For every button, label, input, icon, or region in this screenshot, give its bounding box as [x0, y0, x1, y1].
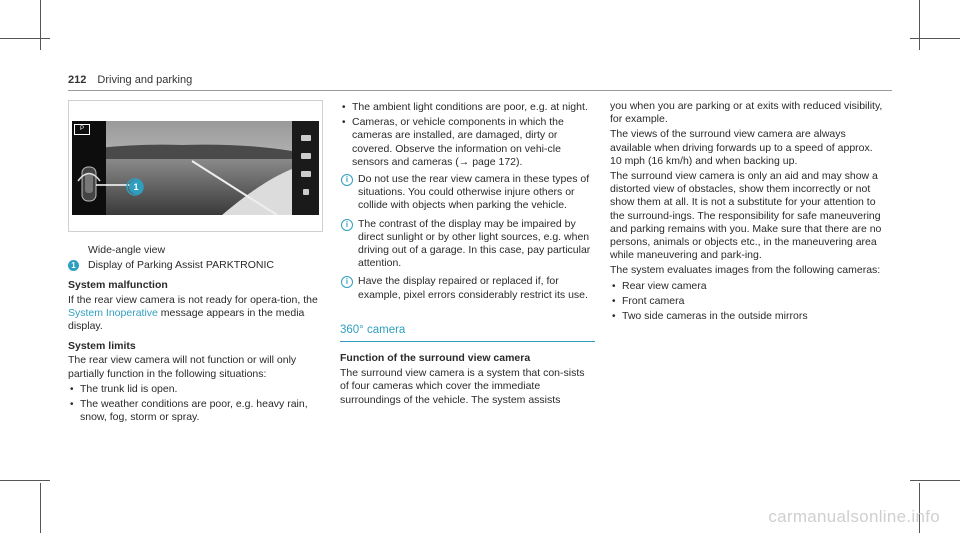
- info-icon: i: [341, 219, 353, 231]
- limits-list-continued: [340, 101, 595, 169]
- column-1: [68, 100, 323, 427]
- camera-display: [72, 121, 319, 215]
- page-header: [68, 74, 192, 86]
- legend-number: 1: [68, 260, 79, 271]
- paragraph: you when you are parking or at exits with reduced visibility, for example.: [610, 100, 883, 126]
- settings-icon: [303, 189, 309, 195]
- note: [340, 275, 595, 301]
- limits-list: [68, 383, 323, 425]
- callout-1: 1: [129, 180, 143, 194]
- crop-mark: [910, 480, 960, 481]
- list-item: • Two side cameras in the outside mirrors: [610, 310, 885, 323]
- paragraph: The system evaluates images from the following cameras:: [610, 264, 881, 277]
- function-heading: Function of the surround view camera: [340, 352, 531, 365]
- crop-mark: [40, 483, 41, 533]
- note-text: Do not use the rear view camera in these types of situations. You could otherwise injure others or collide with objects when parking the vehicle.: [358, 173, 590, 212]
- info-icon: i: [341, 174, 353, 186]
- camera-view-image: [72, 121, 292, 215]
- paragraph: The surround view camera is only an aid and may show a distorted view of obstacles, show them incorrectly or not show them at all. It is not a substitute for your attention to the surround-ings. The responsibility for safe maneuvering and parking remains with you. Make sure that there are no persons, animals or objects etc., in the maneuvering area while maneuvering and park-ing.: [610, 170, 882, 262]
- display-sidebar: [292, 121, 319, 215]
- note-text: The contrast of the display may be impaired by direct sunlight or by other light sources, e.g. when driving out of a garage. In this case, pay particular attention.: [358, 217, 591, 270]
- system-inoperative-message: System Inoperative: [68, 306, 158, 319]
- figure-legend: [68, 259, 323, 272]
- crop-mark: [0, 38, 50, 39]
- crop-mark: [910, 38, 960, 39]
- camera-figure: [68, 100, 323, 232]
- limits-text: The rear view camera will not function or will only partially function in the following situations:: [68, 354, 297, 380]
- note: [340, 218, 595, 271]
- parking-badge: P: [74, 124, 90, 135]
- header-divider: [68, 90, 892, 91]
- note: [340, 173, 595, 213]
- column-2: [340, 100, 595, 409]
- malfunction-heading: System malfunction: [68, 279, 168, 292]
- list-item: • The ambient light conditions are poor, e.g. at night.: [340, 101, 595, 114]
- car-icon: [301, 171, 311, 177]
- camera-view-icon: [301, 135, 311, 141]
- figure-caption: Wide-angle view: [88, 244, 166, 256]
- crop-mark: [40, 0, 41, 50]
- note-text: Have the display repaired or replaced if, for example, pixel errors considerably restrict its use.: [358, 275, 588, 301]
- list-item: • The weather conditions are poor, e.g. heavy rain, snow, fog, storm or spray.: [68, 398, 323, 424]
- paragraph: The views of the surround view camera are always available when driving forwards up to a speed of approx. 10 mph (16 km/h) and when backing up.: [610, 128, 873, 167]
- legend-text: Display of Parking Assist PARKTRONIC: [88, 259, 274, 272]
- limits-heading: System limits: [68, 340, 136, 353]
- crop-mark: [0, 480, 50, 481]
- crop-mark: [919, 0, 920, 50]
- top-view-icon: [301, 153, 311, 159]
- list-item: • Rear view camera: [610, 280, 885, 293]
- list-item: • The trunk lid is open.: [68, 383, 323, 396]
- malfunction-text: If the rear view camera is not ready for opera-tion, the System Inoperative message appears in the media display.: [68, 293, 318, 333]
- list-item: • Cameras, or vehicle components in which the cameras are installed, are damaged, dirty or covered. Observe the information on vehi-cle sensors and cameras (→ page 172).: [340, 116, 595, 169]
- section-title: 360° camera: [340, 324, 595, 342]
- camera-list: [610, 280, 885, 324]
- info-icon: i: [341, 276, 353, 288]
- column-3: [610, 100, 885, 326]
- watermark: carmanualsonline.info: [768, 507, 940, 526]
- function-text: The surround view camera is a system that con-sists of four cameras which cover the immediate surroundings of the vehicle. The system assists: [340, 367, 585, 406]
- chapter-title: Driving and parking: [97, 74, 193, 86]
- list-item: • Front camera: [610, 295, 885, 308]
- page-number: 212: [68, 74, 87, 86]
